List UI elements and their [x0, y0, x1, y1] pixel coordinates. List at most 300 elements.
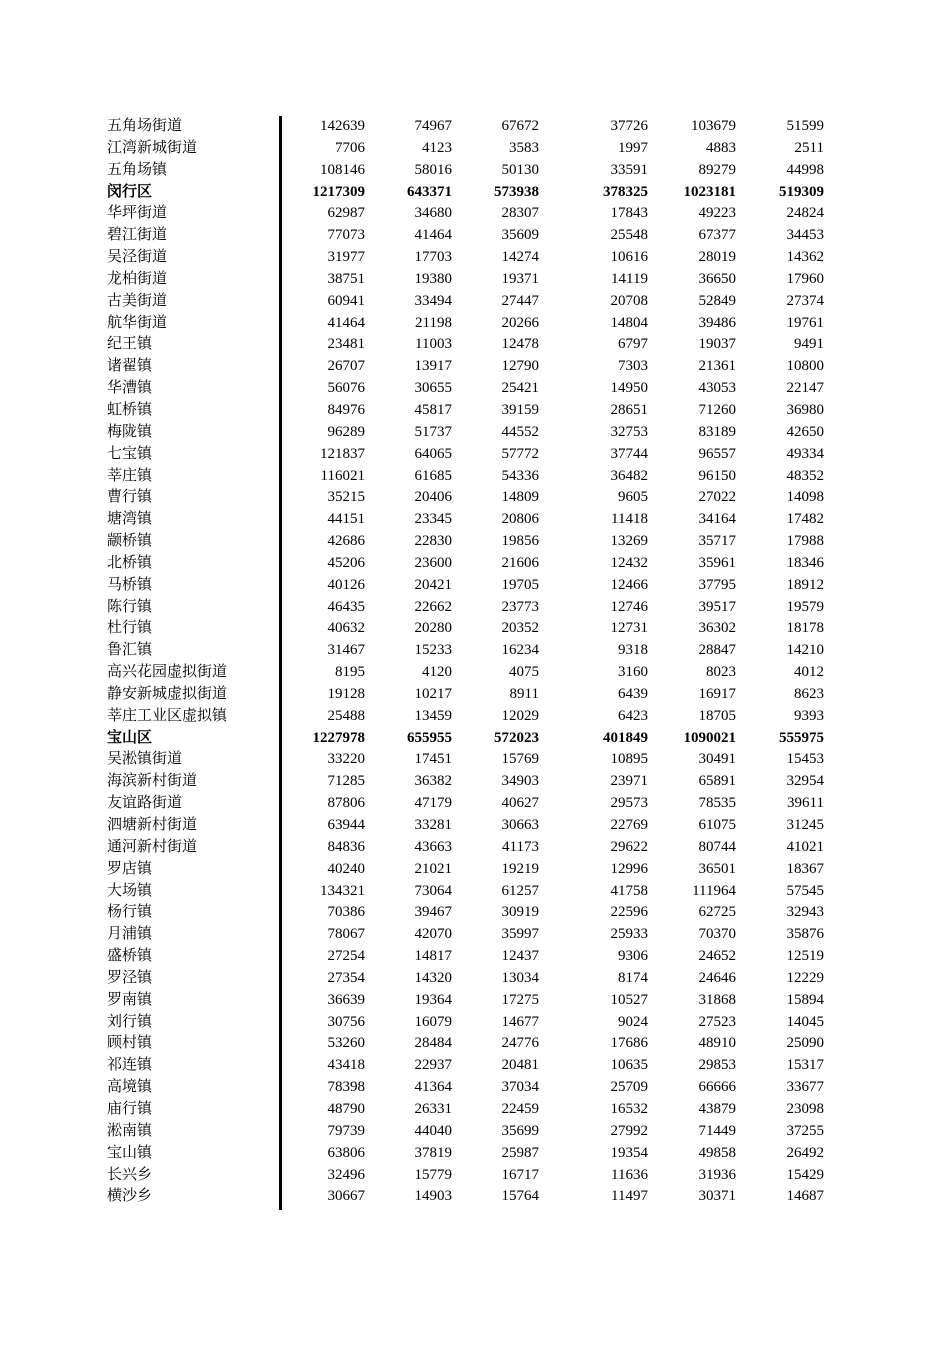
value-cell-col3: 57772	[501, 445, 539, 462]
value-cell-col1: 44151	[327, 511, 365, 528]
value-cell-col1: 71285	[327, 773, 365, 790]
row-name-cell: 杜行镇	[107, 620, 153, 637]
table-row	[0, 881, 950, 903]
value-cell-col6: 22147	[786, 380, 824, 397]
value-cell-col2: 61685	[414, 467, 452, 484]
value-cell-col6: 36980	[786, 401, 824, 418]
value-cell-col2: 47179	[414, 795, 452, 812]
row-name-cell: 龙柏街道	[107, 270, 168, 287]
table-row	[0, 902, 950, 924]
table-row	[0, 618, 950, 640]
value-cell-col5: 96150	[698, 467, 736, 484]
value-cell-col2: 15233	[414, 642, 452, 659]
value-cell-col3: 23773	[501, 598, 539, 615]
value-cell-col2: 34680	[414, 205, 452, 222]
row-name-cell: 宝山镇	[107, 1144, 153, 1161]
row-name-cell: 北桥镇	[107, 554, 153, 571]
value-cell-col3: 30663	[501, 817, 539, 833]
value-cell-col5: 43879	[698, 1100, 736, 1117]
table-row	[0, 837, 950, 859]
table-row	[0, 400, 950, 422]
value-cell-col3: 8911	[509, 685, 539, 702]
value-cell-col5: 28847	[698, 642, 736, 659]
value-cell-col3: 19371	[501, 270, 539, 287]
value-cell-col1: 40240	[327, 860, 365, 877]
row-name-cell: 月浦镇	[107, 926, 153, 943]
table-row	[0, 1099, 950, 1121]
table-row	[0, 968, 950, 990]
value-cell-col1: 26707	[327, 358, 365, 375]
value-cell-col1: 31467	[327, 642, 365, 659]
value-cell-col3: 35997	[501, 926, 539, 943]
value-cell-col3: 21606	[501, 554, 539, 571]
value-cell-col2: 14817	[414, 948, 452, 965]
value-cell-col4: 11418	[611, 511, 648, 528]
row-name-cell: 航华街道	[107, 314, 168, 331]
value-cell-col3: 34903	[501, 773, 539, 790]
row-name-cell: 静安新城虚拟街道	[107, 685, 228, 702]
value-cell-col5: 43053	[698, 380, 736, 397]
value-cell-col6: 15453	[786, 751, 824, 768]
row-name-cell: 古美街道	[107, 292, 168, 309]
value-cell-col5: 39517	[698, 598, 736, 615]
value-cell-col1: 1227978	[312, 729, 365, 746]
value-cell-col4: 10616	[610, 249, 648, 266]
value-cell-col1: 23481	[327, 336, 365, 353]
district-total-row	[0, 182, 950, 204]
value-cell-col4: 9605	[618, 489, 648, 506]
row-name-cell: 顾村镇	[107, 1035, 153, 1052]
value-cell-col1: 48790	[327, 1100, 365, 1117]
value-cell-col1: 63944	[327, 817, 365, 833]
row-name-cell: 莘庄工业区虚拟镇	[107, 707, 228, 724]
value-cell-col4: 37726	[610, 118, 648, 134]
table-row	[0, 1033, 950, 1055]
value-cell-col3: 13034	[501, 969, 539, 986]
value-cell-col5: 24646	[698, 969, 736, 986]
table-row	[0, 749, 950, 771]
table-row	[0, 771, 950, 793]
value-cell-col3: 19705	[501, 576, 539, 593]
value-cell-col2: 4123	[422, 139, 452, 156]
value-cell-col6: 17482	[786, 511, 824, 528]
value-cell-col3: 12437	[501, 948, 539, 965]
value-cell-col5: 34164	[698, 511, 736, 528]
value-cell-col1: 32496	[327, 1166, 365, 1183]
value-cell-col3: 14809	[501, 489, 539, 506]
value-cell-col3: 35609	[501, 227, 539, 244]
value-cell-col3: 12478	[501, 336, 539, 353]
value-cell-col6: 17960	[786, 270, 824, 287]
value-cell-col2: 11003	[415, 336, 452, 353]
table-row	[0, 531, 950, 553]
table-row	[0, 487, 950, 509]
value-cell-col1: 42686	[327, 533, 365, 550]
value-cell-col6: 33677	[786, 1079, 824, 1096]
value-cell-col6: 32943	[786, 904, 824, 921]
value-cell-col1: 33220	[327, 751, 365, 768]
table-row	[0, 1012, 950, 1034]
value-cell-col5: 31868	[698, 991, 736, 1008]
value-cell-col4: 10895	[610, 751, 648, 768]
value-cell-col4: 36482	[610, 467, 648, 484]
value-cell-col1: 79739	[327, 1122, 365, 1139]
table-row	[0, 269, 950, 291]
value-cell-col4: 25933	[610, 926, 648, 943]
district-total-row	[0, 728, 950, 750]
value-cell-col2: 19380	[414, 270, 452, 287]
value-cell-col1: 7706	[335, 139, 365, 156]
value-cell-col6: 14362	[786, 249, 824, 266]
row-name-cell: 曹行镇	[107, 489, 153, 506]
table-row	[0, 466, 950, 488]
value-cell-col2: 23600	[414, 554, 452, 571]
value-cell-col1: 45206	[327, 554, 365, 571]
value-cell-col4: 41758	[610, 882, 648, 899]
value-cell-col2: 19364	[414, 991, 452, 1008]
value-cell-col2: 44040	[414, 1122, 452, 1139]
table-row	[0, 793, 950, 815]
value-cell-col2: 37819	[414, 1144, 452, 1161]
value-cell-col2: 42070	[414, 926, 452, 943]
value-cell-col6: 519309	[779, 183, 824, 200]
value-cell-col5: 31936	[698, 1166, 736, 1183]
value-cell-col4: 16532	[610, 1100, 648, 1117]
table-row	[0, 313, 950, 335]
value-cell-col6: 57545	[786, 882, 824, 899]
value-cell-col1: 62987	[327, 205, 365, 222]
value-cell-col3: 24776	[501, 1035, 539, 1052]
value-cell-col6: 9491	[794, 336, 824, 353]
value-cell-col4: 12432	[610, 554, 648, 571]
value-cell-col2: 41464	[414, 227, 452, 244]
table-row	[0, 160, 950, 182]
value-cell-col4: 10635	[610, 1057, 648, 1074]
value-cell-col6: 17988	[786, 533, 824, 550]
value-cell-col4: 10527	[610, 991, 648, 1008]
value-cell-col1: 84836	[327, 838, 365, 855]
value-cell-col6: 2511	[794, 139, 824, 156]
value-cell-col5: 4883	[706, 139, 736, 156]
value-cell-col2: 14903	[414, 1188, 452, 1205]
value-cell-col4: 20708	[610, 292, 648, 309]
value-cell-col1: 60941	[327, 292, 365, 309]
value-cell-col1: 56076	[327, 380, 365, 397]
value-cell-col5: 1090021	[683, 729, 736, 746]
value-cell-col4: 14950	[610, 380, 648, 397]
value-cell-col5: 61075	[698, 817, 736, 833]
value-cell-col5: 48910	[698, 1035, 736, 1052]
value-cell-col6: 19579	[786, 598, 824, 615]
row-name-cell: 七宝镇	[107, 445, 153, 462]
value-cell-col4: 6423	[618, 707, 648, 724]
row-name-cell: 五角场街道	[107, 118, 183, 134]
value-cell-col2: 15779	[414, 1166, 452, 1183]
value-cell-col2: 41364	[414, 1079, 452, 1096]
value-cell-col4: 23971	[610, 773, 648, 790]
value-cell-col5: 49858	[698, 1144, 736, 1161]
value-cell-col1: 40632	[327, 620, 365, 637]
value-cell-col4: 1997	[618, 139, 648, 156]
value-cell-col3: 4075	[509, 664, 539, 681]
value-cell-col1: 25488	[327, 707, 365, 724]
value-cell-col2: 36382	[414, 773, 452, 790]
value-cell-col5: 111964	[692, 882, 736, 899]
value-cell-col6: 10800	[786, 358, 824, 375]
row-name-cell: 吴淞镇街道	[107, 751, 183, 768]
value-cell-col1: 30667	[327, 1188, 365, 1205]
value-cell-col1: 38751	[327, 270, 365, 287]
table-row	[0, 706, 950, 728]
value-cell-col3: 14677	[501, 1013, 539, 1030]
value-cell-col3: 27447	[501, 292, 539, 309]
value-cell-col6: 14098	[786, 489, 824, 506]
value-cell-col3: 67672	[501, 118, 539, 134]
row-name-cell: 梅陇镇	[107, 423, 153, 440]
row-name-cell: 塘湾镇	[107, 511, 153, 528]
row-name-cell: 泗塘新村街道	[107, 817, 198, 833]
row-name-cell: 诸翟镇	[107, 358, 153, 375]
value-cell-col3: 50130	[501, 161, 539, 178]
value-cell-col4: 12746	[610, 598, 648, 615]
value-cell-col5: 8023	[706, 664, 736, 681]
value-cell-col2: 45817	[414, 401, 452, 418]
value-cell-col2: 21021	[414, 860, 452, 877]
row-name-cell: 鲁汇镇	[107, 642, 153, 659]
value-cell-col5: 62725	[698, 904, 736, 921]
table-row	[0, 684, 950, 706]
value-cell-col2: 13459	[414, 707, 452, 724]
row-name-cell: 长兴乡	[107, 1166, 153, 1183]
value-cell-col1: 121837	[320, 445, 365, 462]
value-cell-col4: 25548	[610, 227, 648, 244]
value-cell-col2: 13917	[414, 358, 452, 375]
table-row	[0, 859, 950, 881]
value-cell-col6: 37255	[786, 1122, 824, 1139]
table-row	[0, 138, 950, 160]
value-cell-col3: 20266	[501, 314, 539, 331]
table-row	[0, 1077, 950, 1099]
table-row	[0, 662, 950, 684]
row-name-cell: 通河新村街道	[107, 838, 198, 855]
value-cell-col4: 29622	[610, 838, 648, 855]
value-cell-col4: 12466	[610, 576, 648, 593]
value-cell-col6: 14687	[786, 1188, 824, 1205]
value-cell-col2: 10217	[414, 685, 452, 702]
table-row	[0, 203, 950, 225]
value-cell-col3: 20806	[501, 511, 539, 528]
value-cell-col2: 655955	[407, 729, 452, 746]
value-cell-col1: 77073	[327, 227, 365, 244]
row-name-cell: 祁连镇	[107, 1057, 153, 1074]
row-name-cell: 莘庄镇	[107, 467, 153, 484]
value-cell-col6: 15317	[786, 1057, 824, 1074]
row-name-cell: 宝山区	[107, 729, 153, 746]
value-cell-col1: 63806	[327, 1144, 365, 1161]
value-cell-col2: 64065	[414, 445, 452, 462]
table-row	[0, 422, 950, 444]
value-cell-col2: 4120	[422, 664, 452, 681]
table-row	[0, 1186, 950, 1208]
value-cell-col4: 19354	[610, 1144, 648, 1161]
value-cell-col3: 3583	[509, 139, 539, 156]
value-cell-col5: 29853	[698, 1057, 736, 1074]
value-cell-col3: 25987	[501, 1144, 539, 1161]
value-cell-col6: 42650	[786, 423, 824, 440]
value-cell-col1: 87806	[327, 795, 365, 812]
value-cell-col1: 53260	[327, 1035, 365, 1052]
data-table	[0, 116, 950, 1208]
value-cell-col2: 20421	[414, 576, 452, 593]
value-cell-col3: 30919	[501, 904, 539, 921]
row-name-cell: 华坪街道	[107, 205, 168, 222]
value-cell-col1: 46435	[327, 598, 365, 615]
table-row	[0, 1055, 950, 1077]
value-cell-col3: 25421	[501, 380, 539, 397]
value-cell-col2: 23345	[414, 511, 452, 528]
value-cell-col4: 32753	[610, 423, 648, 440]
value-cell-col2: 30655	[414, 380, 452, 397]
row-name-cell: 横沙乡	[107, 1188, 153, 1205]
value-cell-col3: 19856	[501, 533, 539, 550]
value-cell-col5: 96557	[698, 445, 736, 462]
value-cell-col5: 36302	[698, 620, 736, 637]
value-cell-col5: 18705	[698, 707, 736, 724]
table-row	[0, 334, 950, 356]
value-cell-col2: 20280	[414, 620, 452, 637]
value-cell-col1: 41464	[327, 314, 365, 331]
row-name-cell: 马桥镇	[107, 576, 153, 593]
value-cell-col5: 71449	[698, 1122, 736, 1139]
value-cell-col3: 12790	[501, 358, 539, 375]
value-cell-col3: 20481	[501, 1057, 539, 1074]
row-name-cell: 纪王镇	[107, 336, 153, 353]
value-cell-col5: 67377	[698, 227, 736, 244]
value-cell-col1: 8195	[335, 664, 365, 681]
value-cell-col1: 70386	[327, 904, 365, 921]
value-cell-col2: 22662	[414, 598, 452, 615]
value-cell-col1: 96289	[327, 423, 365, 440]
value-cell-col3: 40627	[501, 795, 539, 812]
value-cell-col2: 22937	[414, 1057, 452, 1074]
row-name-cell: 刘行镇	[107, 1013, 153, 1030]
value-cell-col5: 89279	[698, 161, 736, 178]
value-cell-col1: 35215	[327, 489, 365, 506]
value-cell-col6: 4012	[794, 664, 824, 681]
value-cell-col6: 48352	[786, 467, 824, 484]
value-cell-col6: 14210	[786, 642, 824, 659]
value-cell-col6: 31245	[786, 817, 824, 833]
value-cell-col6: 12519	[786, 948, 824, 965]
value-cell-col4: 12731	[610, 620, 648, 637]
value-cell-col4: 22596	[610, 904, 648, 921]
row-name-cell: 友谊路街道	[107, 795, 183, 812]
value-cell-col2: 43663	[414, 838, 452, 855]
table-row	[0, 553, 950, 575]
value-cell-col2: 17451	[414, 751, 452, 768]
row-name-cell: 淞南镇	[107, 1122, 153, 1139]
row-name-cell: 碧江街道	[107, 227, 168, 244]
value-cell-col2: 39467	[414, 904, 452, 921]
value-cell-col4: 9024	[618, 1013, 648, 1030]
value-cell-col5: 36650	[698, 270, 736, 287]
value-cell-col5: 49223	[698, 205, 736, 222]
table-row	[0, 247, 950, 269]
row-name-cell: 罗店镇	[107, 860, 153, 877]
value-cell-col2: 74967	[414, 118, 452, 134]
value-cell-col4: 8174	[618, 969, 648, 986]
value-cell-col5: 24652	[698, 948, 736, 965]
table-row	[0, 1121, 950, 1143]
value-cell-col6: 555975	[779, 729, 824, 746]
value-cell-col2: 17703	[414, 249, 452, 266]
value-cell-col5: 103679	[691, 118, 736, 134]
value-cell-col5: 35961	[698, 554, 736, 571]
value-cell-col4: 28651	[610, 401, 648, 418]
value-cell-col3: 39159	[501, 401, 539, 418]
value-cell-col5: 66666	[698, 1079, 736, 1096]
value-cell-col1: 30756	[327, 1013, 365, 1030]
value-cell-col3: 17275	[501, 991, 539, 1008]
table-row	[0, 1143, 950, 1165]
value-cell-col6: 39611	[787, 795, 824, 812]
value-cell-col4: 17843	[610, 205, 648, 222]
value-cell-col6: 34453	[786, 227, 824, 244]
table-row	[0, 378, 950, 400]
value-cell-col1: 31977	[327, 249, 365, 266]
table-row	[0, 444, 950, 466]
value-cell-col6: 25090	[786, 1035, 824, 1052]
table-row	[0, 225, 950, 247]
value-cell-col3: 28307	[501, 205, 539, 222]
value-cell-col3: 12029	[501, 707, 539, 724]
value-cell-col3: 572023	[494, 729, 539, 746]
value-cell-col2: 26331	[414, 1100, 452, 1117]
value-cell-col4: 9318	[618, 642, 648, 659]
row-name-cell: 盛桥镇	[107, 948, 153, 965]
row-name-cell: 庙行镇	[107, 1100, 153, 1117]
value-cell-col2: 21198	[415, 314, 452, 331]
value-cell-col3: 16234	[501, 642, 539, 659]
value-cell-col4: 37744	[610, 445, 648, 462]
value-cell-col5: 27523	[698, 1013, 736, 1030]
table-row	[0, 815, 950, 837]
row-name-cell: 华漕镇	[107, 380, 153, 397]
value-cell-col6: 19761	[786, 314, 824, 331]
value-cell-col5: 39486	[698, 314, 736, 331]
value-cell-col4: 12996	[610, 860, 648, 877]
value-cell-col4: 9306	[618, 948, 648, 965]
value-cell-col1: 108146	[320, 161, 365, 178]
row-name-cell: 虹桥镇	[107, 401, 153, 418]
row-name-cell: 陈行镇	[107, 598, 153, 615]
value-cell-col4: 33591	[610, 161, 648, 178]
row-name-cell: 颛桥镇	[107, 533, 153, 550]
table-row	[0, 1165, 950, 1187]
value-cell-col1: 19128	[327, 685, 365, 702]
value-cell-col6: 18367	[786, 860, 824, 877]
table-row	[0, 509, 950, 531]
table-row	[0, 990, 950, 1012]
value-cell-col3: 20352	[501, 620, 539, 637]
value-cell-col6: 44998	[786, 161, 824, 178]
value-cell-col4: 3160	[618, 664, 648, 681]
value-cell-col5: 27022	[698, 489, 736, 506]
row-name-cell: 罗泾镇	[107, 969, 153, 986]
row-name-cell: 闵行区	[107, 183, 153, 200]
value-cell-col5: 1023181	[683, 183, 736, 200]
value-cell-col3: 19219	[501, 860, 539, 877]
